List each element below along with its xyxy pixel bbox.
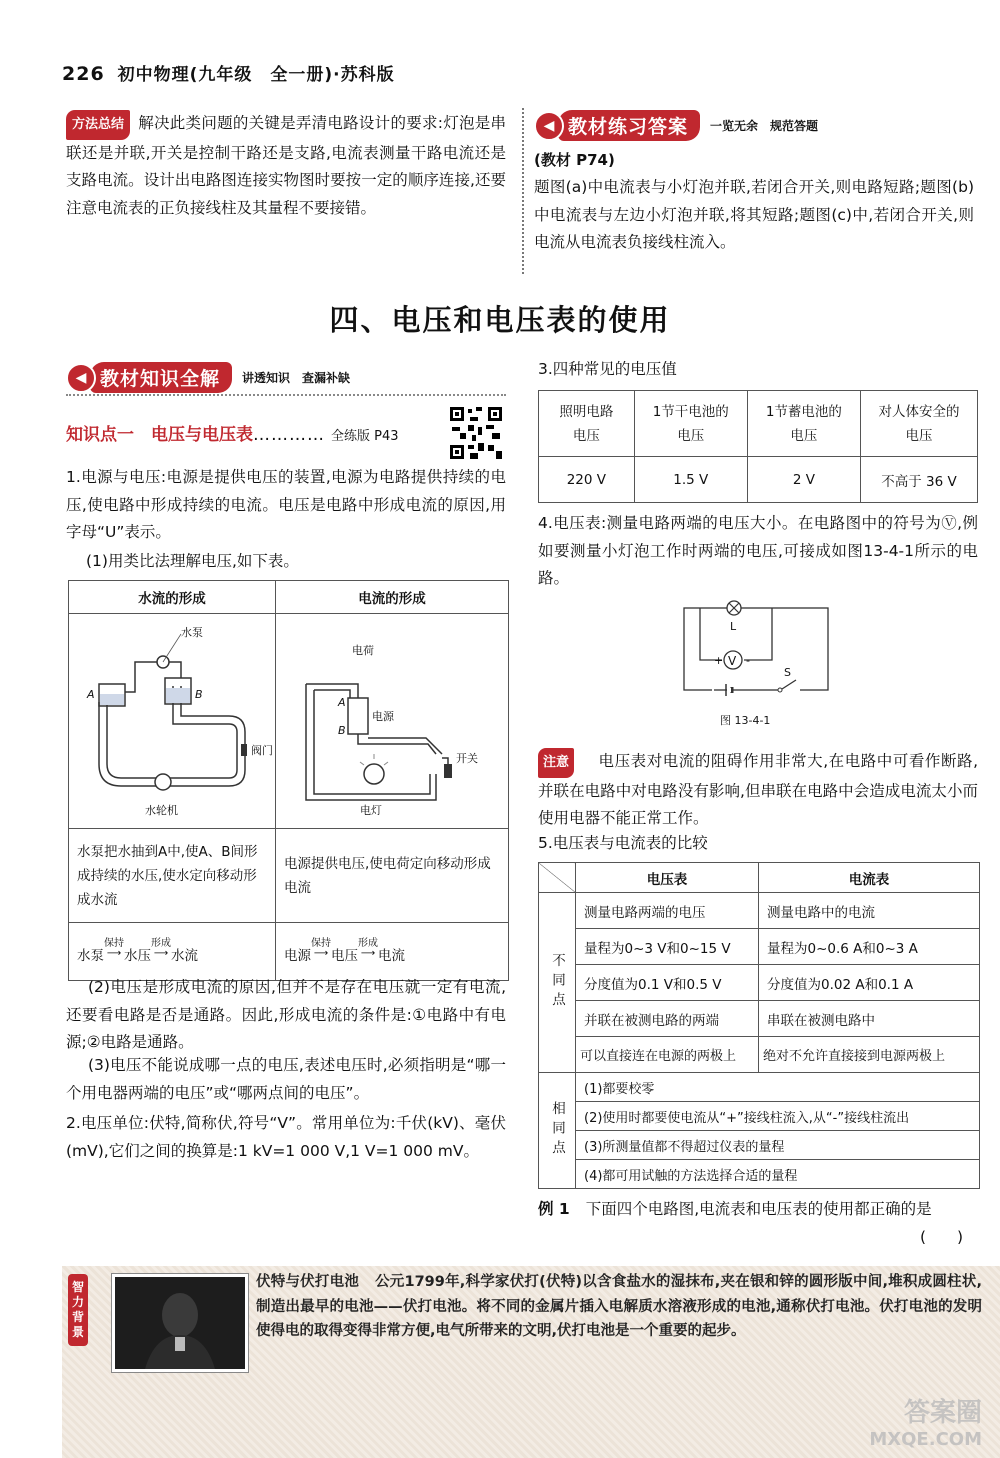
watermark xyxy=(869,1392,982,1450)
chain-item: 水压 xyxy=(124,948,151,964)
voltmeter-symbol: V xyxy=(728,654,737,668)
current-flow-chain: 电源保持 ⟶ 电压形成 ⟶ 电流 xyxy=(276,923,509,981)
textbook-ref: (教材 P74) xyxy=(534,151,615,169)
megaphone-icon: ◀ xyxy=(66,363,96,393)
diff-cell: 测量电路中的电流 xyxy=(759,893,980,929)
compare-col-ammeter: 电流表 xyxy=(759,863,980,893)
chain-item: 电源 xyxy=(284,948,311,964)
label-b: B xyxy=(195,688,203,701)
note-tag: 注意 xyxy=(538,748,574,778)
note-block xyxy=(538,748,978,833)
divider-line xyxy=(66,394,506,396)
label-turbine: 水轮机 xyxy=(145,804,178,817)
page-header xyxy=(62,60,395,85)
sidebar-body: 公元1799年,科学家伏打(伏特)以含食盐水的湿抹布,夹在银和锌的圆形版中间,堆积成圆柱状,制造出最早的电池——伏打电池。将不同的金属片插入电解质水溶液形成的电池,通称伏打电池。伏打电池的发明使得电的取得变得非常方便,电气所带来的文明,伏打电池是一个重要的起步。 xyxy=(256,1274,983,1339)
example-text: 下面四个电路图,电流表和电压表的使用都正确的是 xyxy=(585,1200,932,1218)
diff-cell: 分度值为0.02 A和0.1 A xyxy=(759,965,980,1001)
label-charge: 电荷 xyxy=(352,644,374,657)
volta-portrait xyxy=(112,1274,248,1372)
diff-cell: 并联在被测电路的两端 xyxy=(576,1001,759,1037)
chain-arrow-label: 形成 xyxy=(358,938,378,949)
diff-cell: 绝对不允许直接接到电源两极上 xyxy=(759,1037,980,1073)
chain-item: 电压 xyxy=(331,948,358,964)
knowledge-banner xyxy=(66,362,350,393)
label-lamp: 电灯 xyxy=(360,804,382,817)
compare-col-voltmeter: 电压表 xyxy=(576,863,759,893)
analogy-col-water: 水流的形成 xyxy=(69,581,276,614)
figure-caption: 图 13-4-1 xyxy=(720,714,771,727)
section-title: 四、电压和电压表的使用 xyxy=(329,303,671,337)
sidebar-text xyxy=(256,1270,982,1344)
voltage-value: 220 V xyxy=(539,457,635,503)
voltage-value: 2 V xyxy=(747,457,860,503)
book-title: 初中物理(九年级 全一册)·苏科版 xyxy=(117,65,395,85)
megaphone-icon: ◀ xyxy=(534,111,564,141)
voltage-header: 1节干电池的电压 xyxy=(634,391,747,457)
example-label: 例 1 xyxy=(538,1200,570,1218)
diff-cell: 量程为0~0.6 A和0~3 A xyxy=(759,929,980,965)
lamp-label: L xyxy=(730,620,737,633)
paragraph-voltage-statement: (3)电压不能说成哪一点的电压,表述电压时,必须指明是“哪一个用电器两端的电压”或“哪两点间的电压”。 xyxy=(66,1056,506,1102)
paragraph-analogy-intro: (1)用类比法理解电压,如下表。 xyxy=(86,552,299,570)
circuit-figure xyxy=(672,596,842,736)
chain-arrow-label: 保持 xyxy=(311,938,331,949)
qr-code[interactable] xyxy=(448,405,504,461)
voltage-header: 对人体安全的电压 xyxy=(860,391,977,457)
compare-corner xyxy=(539,863,576,893)
knowledge-point-ref: 全练版 P43 xyxy=(331,429,399,444)
voltages-heading: 3.四种常见的电压值 xyxy=(538,360,677,378)
diff-cell: 量程为0~3 V和0~15 V xyxy=(576,929,759,965)
voltage-table xyxy=(538,390,978,503)
sidebar-tag: 智力背景 xyxy=(68,1274,88,1346)
compare-table xyxy=(538,862,980,1189)
answer-parentheses: ( ) xyxy=(920,1228,964,1246)
diff-label: 不同点 xyxy=(539,893,576,1073)
textbook-answers-banner xyxy=(534,110,818,141)
paragraph-voltage-units: 2.电压单位:伏特,简称伏,符号“V”。常用单位为:千伏(kV)、毫伏(mV),它们之间的换算是:1 kV=1 000 V,1 V=1 000 mV。 xyxy=(66,1114,506,1160)
textbook-answers xyxy=(534,110,974,257)
same-cell: (1)都要校零 xyxy=(576,1073,980,1102)
example-1 xyxy=(538,1196,978,1224)
voltage-value: 不高于 36 V xyxy=(860,457,977,503)
analogy-col-current: 电流的形成 xyxy=(276,581,509,614)
paragraph-power-voltage: 1.电源与电压:电源是提供电压的装置,电源为电路提供持续的电压,使电路中形成持续的电流。电压是电路中形成电流的原因,用字母“U”表示。 xyxy=(66,468,506,541)
leader-dots: ………… xyxy=(253,425,325,445)
background-sidebar xyxy=(62,1266,1000,1458)
same-cell: (2)使用时都要使电流从“+”接线柱流入,从“-”接线柱流出 xyxy=(576,1102,980,1131)
switch-label: S xyxy=(784,666,791,679)
electric-circuit-diagram xyxy=(276,614,508,824)
knowledge-banner-subtitle: 讲透知识 查漏补缺 xyxy=(242,371,351,385)
current-flow-description: 电源提供电压,使电荷定向移动形成电流 xyxy=(276,829,509,923)
compare-heading: 5.电压表与电流表的比较 xyxy=(538,834,708,852)
column-divider xyxy=(522,108,524,274)
water-circuit-diagram xyxy=(69,614,275,824)
knowledge-point-label: 知识点一 电压与电压表 xyxy=(66,425,253,445)
chain-item: 水流 xyxy=(171,948,198,964)
diff-cell: 分度值为0.1 V和0.5 V xyxy=(576,965,759,1001)
voltage-value: 1.5 V xyxy=(634,457,747,503)
current-flow-figure xyxy=(276,614,509,829)
label-pump: 水泵 xyxy=(181,626,203,639)
paragraph-voltmeter: 4.电压表:测量电路两端的电压大小。在电路图中的符号为Ⓥ,例如要测量小灯泡工作时两端的电压,可接成如图13-4-1所示的电路。 xyxy=(538,514,978,587)
textbook-answers-title: 教材练习答案 xyxy=(558,110,700,141)
same-label: 相同点 xyxy=(539,1073,576,1189)
label-source: 电源 xyxy=(372,710,394,723)
paragraph-current-condition: (2)电压是形成电流的原因,但并不是存在电压就一定有电流,还要看电路是否是通路。因此,形成电流的条件是:①电路中有电源;②电路是通路。 xyxy=(66,978,506,1051)
textbook-answers-subtitle: 一览无余 规范答题 xyxy=(710,119,819,133)
same-cell: (4)都可用试触的方法选择合适的量程 xyxy=(576,1160,980,1189)
chain-item: 水泵 xyxy=(77,948,104,964)
watermark-line2: MXQE.COM xyxy=(869,1429,982,1450)
voltage-header: 照明电路电压 xyxy=(539,391,635,457)
note-text: 电压表对电流的阻碍作用非常大,在电路中可看作断路,并联在电路中对电路没有影响,但串联在电路中会造成电流太小而使用电器不能正常工作。 xyxy=(538,752,978,827)
textbook-answers-text: 题图(a)中电流表与小灯泡并联,若闭合开关,则电路短路;题图(b)中电流表与左边小灯泡并联,将其短路;题图(c)中,若闭合开关,则电流从电流表负接线柱流入。 xyxy=(534,178,974,251)
water-flow-chain: 水泵保持 ⟶ 水压形成 ⟶ 水流 xyxy=(69,923,276,981)
chain-item: 电流 xyxy=(378,948,405,964)
label-a: A xyxy=(87,688,95,701)
sidebar-title: 伏特与伏打电池 xyxy=(256,1274,360,1290)
method-summary xyxy=(66,110,506,222)
water-flow-description: 水泵把水抽到A中,使A、B间形成持续的水压,使水定向移动形成水流 xyxy=(69,829,276,923)
voltmeter-minus: - xyxy=(746,654,750,667)
knowledge-point-heading xyxy=(66,420,399,445)
diff-cell: 可以直接连在电源的两极上 xyxy=(576,1037,759,1073)
analogy-table xyxy=(68,580,509,981)
chain-arrow-label: 保持 xyxy=(104,938,124,949)
label-switch: 开关 xyxy=(456,752,478,765)
label-b: B xyxy=(338,724,346,737)
voltmeter-plus: + xyxy=(714,654,724,667)
same-cell: (3)所测量值都不得超过仪表的量程 xyxy=(576,1131,980,1160)
chain-arrow-label: 形成 xyxy=(151,938,171,949)
diff-cell: 串联在被测电路中 xyxy=(759,1001,980,1037)
label-valve: 阀门 xyxy=(251,744,273,757)
water-flow-figure xyxy=(69,614,276,829)
voltage-header: 1节蓄电池的电压 xyxy=(747,391,860,457)
label-a: A xyxy=(338,696,346,709)
page-number: 226 xyxy=(62,63,105,85)
method-summary-tag: 方法总结 xyxy=(66,110,130,140)
method-summary-text: 解决此类问题的关键是弄清电路设计的要求:灯泡是串联还是并联,开关是控制干路还是支路,电流表测量干路电流还是支路电流。设计出电路图连接实物图时要按一定的顺序连接,还要注意电流表的正负接线柱及其量程不要接错。 xyxy=(66,114,506,217)
diff-cell: 测量电路两端的电压 xyxy=(576,893,759,929)
knowledge-banner-title: 教材知识全解 xyxy=(90,362,232,393)
watermark-line1: 答案圈 xyxy=(903,1398,982,1428)
